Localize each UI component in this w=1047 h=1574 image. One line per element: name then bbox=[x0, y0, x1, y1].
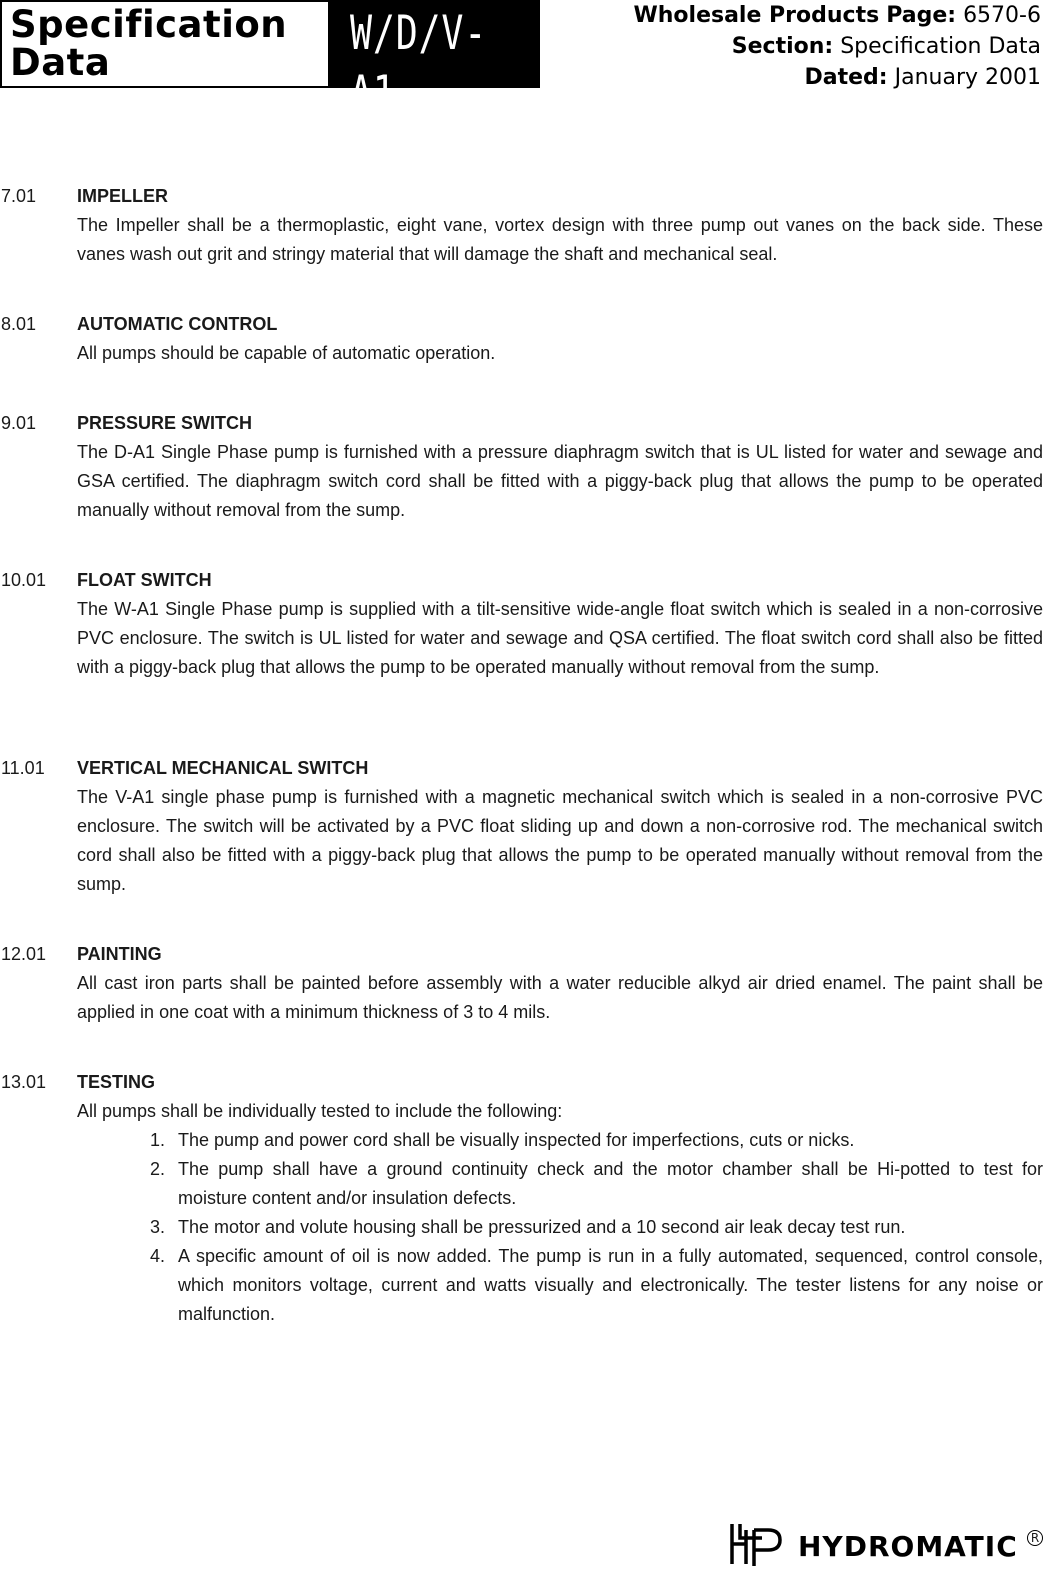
page-value: 6570-6 bbox=[963, 3, 1041, 28]
section-number: 10.01 bbox=[1, 570, 47, 590]
company-page-line bbox=[633, 0, 1041, 31]
section-number: 13.01 bbox=[1, 1072, 47, 1092]
section-number: 7.01 bbox=[1, 186, 37, 206]
section-text: All cast iron parts shall be painted before assembly with a water reducible alkyd air dried enamel. The paint shall be applied in one coat with a minimum thickness of 3 to 4 mils. bbox=[77, 973, 1043, 1022]
dated-label: Dated: bbox=[804, 65, 888, 90]
model-code: W/D/V-A1 bbox=[350, 6, 488, 121]
section-text: The D-A1 Single Phase pump is furnished with a pressure diaphragm switch that is UL listed for water and sewage and GSA certified. The diaphragm switch cord shall be fitted with a piggy-back plug that allows the pump to be operated manually without removal from the sump. bbox=[77, 442, 1043, 520]
step-number: 2. bbox=[150, 1159, 166, 1179]
page-label: Page: bbox=[886, 3, 957, 28]
brand-name: HYDROMATIC bbox=[798, 1530, 1018, 1563]
section-title: PRESSURE SWITCH bbox=[77, 413, 253, 433]
step-text: The motor and volute housing shall be pressurized and a 10 second air leak decay test run. bbox=[178, 1217, 906, 1237]
registered-mark-icon: R bbox=[1027, 1530, 1043, 1546]
list-item bbox=[77, 1126, 1043, 1155]
company-label: Wholesale Products bbox=[633, 3, 880, 28]
dated-line bbox=[633, 62, 1041, 93]
step-number: 4. bbox=[150, 1246, 166, 1266]
section-title: IMPELLER bbox=[77, 186, 169, 206]
section-number: 12.01 bbox=[1, 944, 47, 964]
section-text: The W-A1 Single Phase pump is supplied with a tilt-sensitive wide-angle float switch which is sealed in a non-corrosive PVC enclosure. The switch is UL listed for water and sewage and QSA certified. The float switch cord shall also be fitted with a piggy-back plug that allows the pump to be operated manually without removal from the sump. bbox=[77, 599, 1043, 677]
section-label: Section: bbox=[731, 34, 834, 59]
doc-type-line1: Specification bbox=[10, 3, 288, 46]
dated-value: January 2001 bbox=[894, 65, 1041, 90]
section-number: 8.01 bbox=[1, 314, 37, 334]
hydromatic-mark-icon bbox=[728, 1520, 788, 1568]
section-title: FLOAT SWITCH bbox=[77, 570, 212, 590]
doc-type-line2: Data bbox=[10, 41, 111, 84]
step-text: A specific amount of oil is now added. The pump is run in a fully automated, sequenced, control console, which monitors voltage, current and watts visually and electronically. The tester listens for any noise or malfunction. bbox=[178, 1246, 1043, 1324]
testing-steps-list bbox=[77, 1126, 1043, 1329]
document-meta bbox=[633, 0, 1041, 93]
section-line bbox=[633, 31, 1041, 62]
list-item bbox=[77, 1155, 1043, 1213]
section-title: VERTICAL MECHANICAL SWITCH bbox=[77, 758, 369, 778]
section-title: PAINTING bbox=[77, 944, 162, 964]
doc-type-title bbox=[10, 3, 288, 84]
step-number: 3. bbox=[150, 1217, 166, 1237]
section-text: The V-A1 single phase pump is furnished with a magnetic mechanical switch which is sealed in a non-corrosive PVC enclosure. The switch will be activated by a PVC float sliding up and down a non-corrosive rod. The mechanical switch cord shall also be fitted with a piggy-back plug that allows the pump to be operated manually without removal from the sump. bbox=[77, 787, 1043, 894]
step-text: The pump and power cord shall be visually inspected for imperfections, cuts or nicks. bbox=[178, 1130, 855, 1150]
section-text: The Impeller shall be a thermoplastic, eight vane, vortex design with three pump out vanes on the back side. These vanes wash out grit and stringy material that will damage the shaft and mechanical seal. bbox=[77, 215, 1043, 264]
model-box bbox=[330, 0, 540, 121]
section-text: All pumps should be capable of automatic operation. bbox=[77, 343, 496, 363]
section-title: TESTING bbox=[77, 1072, 156, 1092]
hydromatic-logo bbox=[728, 1518, 1043, 1568]
list-item bbox=[77, 1213, 1043, 1242]
section-value: Specification Data bbox=[840, 34, 1041, 59]
step-number: 1. bbox=[150, 1130, 166, 1150]
doc-type-box bbox=[0, 0, 330, 88]
section-title: AUTOMATIC CONTROL bbox=[77, 314, 278, 334]
section-number: 9.01 bbox=[1, 413, 37, 433]
section-text: All pumps shall be individually tested to include the following: bbox=[77, 1101, 563, 1121]
step-text: The pump shall have a ground continuity check and the motor chamber shall be Hi-potted to test for moisture content and/or insulation defects. bbox=[178, 1159, 1043, 1208]
section-number: 11.01 bbox=[1, 758, 45, 778]
list-item bbox=[77, 1242, 1043, 1329]
